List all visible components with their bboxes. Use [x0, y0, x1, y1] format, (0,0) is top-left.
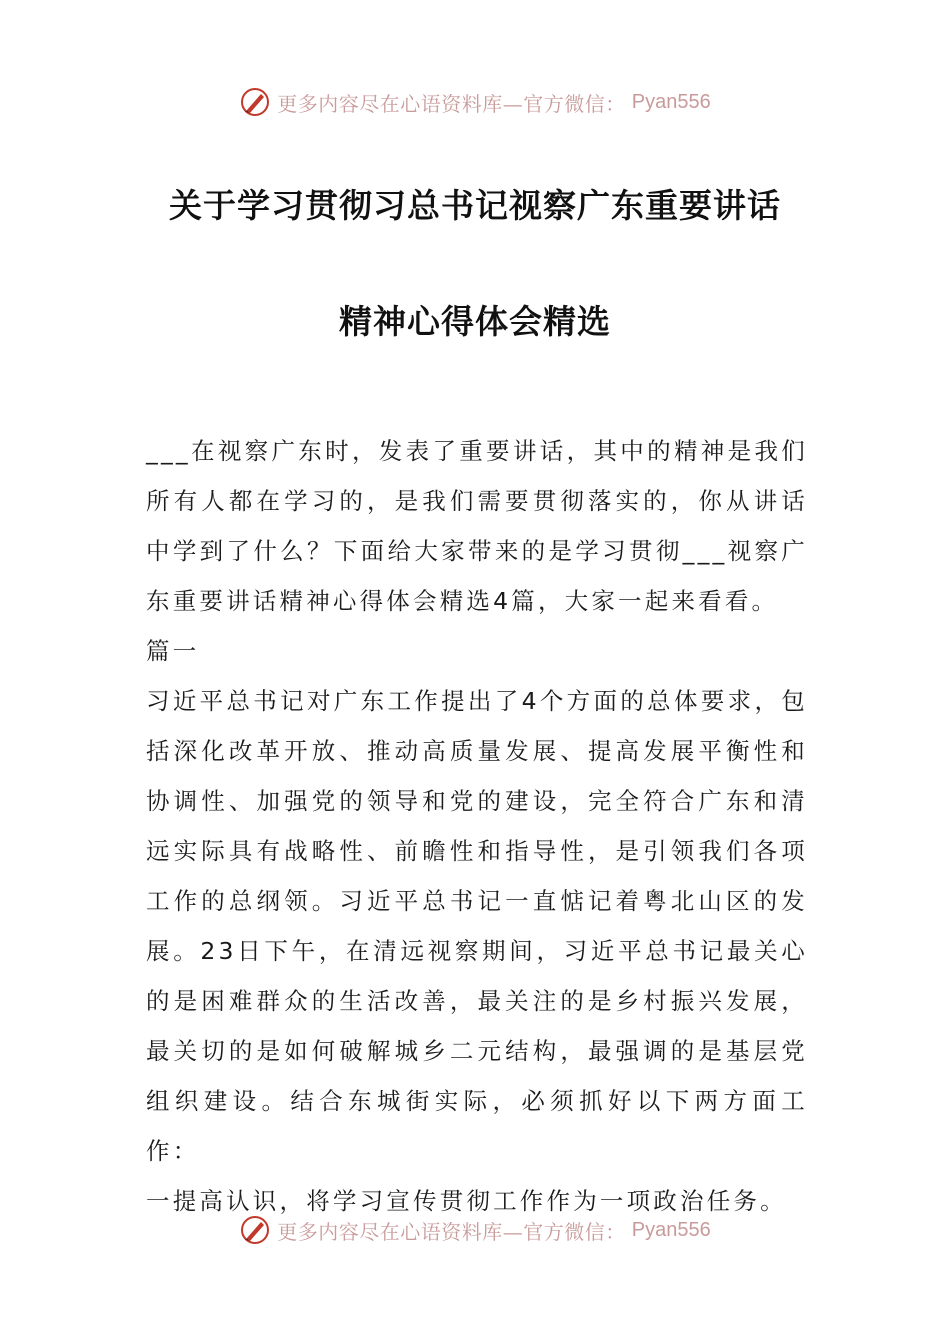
watermark-text: 更多内容尽在心语资料库—官方微信：	[277, 1219, 626, 1244]
watermark-wechat-id: Pyan556	[631, 1218, 711, 1241]
pen-logo-icon	[239, 1214, 271, 1246]
body-section-heading: 篇一	[146, 637, 200, 665]
body-paragraph-1: 习近平总书记对广东工作提出了4个方面的总体要求，包括深化改革开放、推动高质量发展、提高发展平衡性和协调性、加强党的领导和党的建设，完全符合广东和清远实际具有战略性、前瞻性和指导性，是引领我们各项工作的总纲领。习近平总书记一直惦记着粤北山区的发展。23日下午，在清远视察期间，习近平总书记最关心的是困难群众的生活改善，最关注的是乡村振兴发展，最关切的是如何破解城乡二元结构，最强调的是基层党组织建设。结合东城街实际，必须抓好以下两方面工作：	[146, 687, 808, 1165]
watermark-wechat-id: Pyan556	[631, 90, 711, 113]
body-paragraph-intro: ___在视察广东时，发表了重要讲话，其中的精神是我们所有人都在学习的，是我们需要贯彻落实的，你从讲话中学到了什么？下面给大家带来的是学习贯彻___视察广东重要讲话精神心得体会精选4篇，大家一起来看看。	[146, 437, 808, 615]
pen-logo-icon	[239, 86, 271, 118]
header-watermark	[0, 80, 950, 124]
document-body	[146, 426, 808, 1226]
watermark-text: 更多内容尽在心语资料库—官方微信：	[277, 91, 626, 116]
footer-watermark	[0, 1208, 950, 1252]
body-paragraph-2: 一提高认识，将学习宣传贯彻工作作为一项政治任务。	[146, 1187, 787, 1215]
document-title-line1: 关于学习贯彻习总书记视察广东重要讲话	[169, 186, 781, 225]
document-title-line2: 精神心得体会精选	[339, 302, 611, 341]
